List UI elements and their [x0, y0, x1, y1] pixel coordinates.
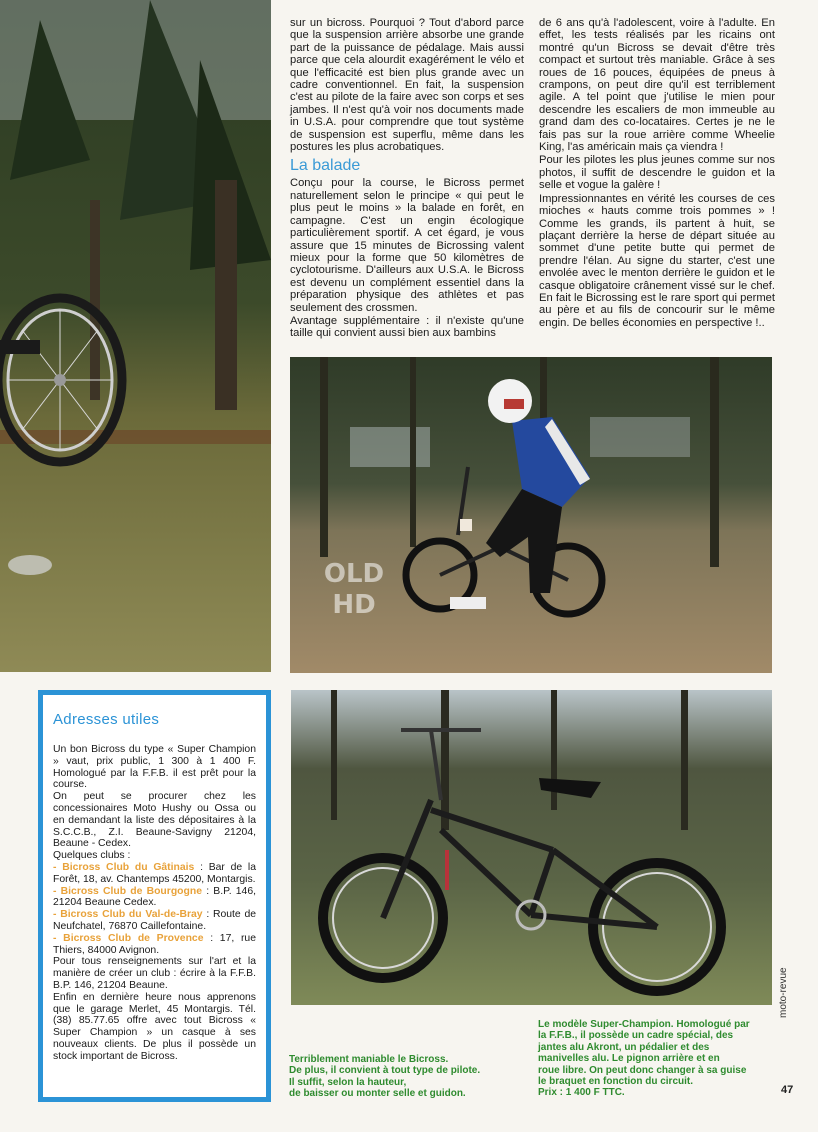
photo-super-champion-bike — [291, 690, 772, 1005]
club-name: - Bicross Club du Gâtinais — [53, 861, 195, 873]
box-paragraph: Un bon Bicross du type « Super Champion » vaut, prix public, 1 300 à 1 400 F. Homologué par la F.F.B. il est prêt pour la course. — [53, 744, 256, 791]
adresses-utiles-box — [38, 690, 271, 1102]
caption-line: Il suffit, selon la hauteur, — [289, 1076, 407, 1088]
box-paragraph: On peut se procurer chez les concessionaires Moto Hushy ou Ossa ou en demandant la liste des dépositaires à la S.C.C.B., Z.I. Beaune-Savigny 21204, Beaune - Cedex. — [53, 791, 256, 850]
article-column-2 — [290, 17, 524, 341]
page-number: 47 — [781, 1084, 794, 1096]
caption-line: jantes alu Akront, un pédalier et des — [538, 1041, 710, 1053]
caption-line: De plus, il convient à tout type de pilote. — [289, 1065, 481, 1077]
club-entry — [53, 909, 256, 933]
caption-line: Terriblement maniable le Bicross. — [289, 1054, 449, 1065]
article-column-3 — [539, 17, 775, 330]
club-address: : Route de Neufchatel, 76870 Caillefontaine. — [53, 909, 256, 932]
paragraph: de 6 ans qu'à l'adolescent, voire à l'adulte. En effet, les tests réalisés par les ricains ont montré qu'un Bicross se devait d'être très compact et surtout très maniable. Grâce à ses roues de 16 pouces, équipées de pneus à crampons, on peut dire qu'il est terriblement agile. A tel point que j'utilise le mien pour descendre les escaliers de mon immeuble au grand dam des co-locataires. Certes je ne le fais pas sur la roue arrière comme Wheelie King, l'as américain mais ça viendra ! — [539, 17, 775, 154]
club-entry — [53, 862, 256, 886]
club-entry — [53, 933, 256, 957]
watermark-line1: OLD — [323, 559, 385, 589]
paragraph: Avantage supplémentaire : il n'existe qu'une taille qui convient aussi bien aux bambins — [290, 314, 524, 340]
club-address: : 17, rue Thiers, 84000 Avignon. — [53, 932, 256, 956]
caption-line: Le modèle Super-Champion. Homologué par — [538, 1019, 750, 1030]
magazine-name: moto-revue — [778, 967, 789, 1018]
club-address: : Bar de la Forêt, 18, av. Chantemps 45200, Montargis. — [53, 861, 256, 885]
club-name: - Bicross Club du Val-de-Bray — [53, 909, 203, 921]
caption-line: de baisser ou monter selle et guidon. — [289, 1088, 466, 1100]
box-paragraph: Pour tous renseignements sur l'art et la manière de créer un club : écrire à la F.F.B. B.P. 146, 21204 Beaune. — [53, 956, 256, 991]
clubs-intro: Quelques clubs : — [53, 850, 131, 862]
caption-price: Prix : 1 400 F TTC. — [538, 1087, 625, 1099]
paragraph: Impressionnantes en vérité les courses de ces mioches « hauts comme trois pommes » ! Comme les grands, ils partent à huit, se plaçant derrière la herse de départ située au sommet d'une petite butte qui permet de prendre l'élan. Au signe du starter, c'est une envolée avec le menton derrière le guidon et le casque obligatoire crânement vissé sur le chef. En fait le Bicrossing est le rare sport qui permet au père et au fils de concourir sur le même engin. De belles économies en perspective !.. — [539, 192, 775, 329]
caption-line: le braquet en fonction du circuit. — [538, 1076, 694, 1088]
caption-line: manivelles alu. Le pignon arrière et en — [538, 1053, 720, 1065]
watermark-line2: HD — [332, 590, 376, 620]
club-entry — [53, 886, 256, 910]
paragraph: sur un bicross. Pourquoi ? Tout d'abord parce que la suspension arrière absorbe une grande part de la puissance de pédalage. Mais aussi parce que cela alourdit exagérément le vélo et que l'efficacité est bien plus grande avec un cadre conventionnel. En fait, la suspension c'est au pilote de la faire avec son corps et ses jambes. Il n'est qu'à voir nos documents made in U.S.A. pour comprendre que tout système de suspension est superflu, même dans les postures les plus acrobatiques. — [290, 17, 524, 154]
caption-bike — [538, 1019, 774, 1099]
club-name: - Bicross Club de Provence — [53, 932, 204, 944]
section-heading-la-balade: La balade — [290, 157, 361, 175]
club-address: : B.P. 146, 21204 Beaune Cedex. — [53, 885, 256, 909]
club-name: - Bicross Club de Bourgogne — [53, 885, 202, 897]
watermark — [314, 558, 394, 634]
caption-line: la F.F.B., il possède un cadre spécial, des — [538, 1030, 734, 1042]
box-body — [53, 744, 256, 1063]
caption-rider — [289, 1054, 534, 1100]
photo-bicross-jump — [0, 0, 271, 672]
box-title: Adresses utiles — [53, 711, 160, 728]
box-paragraph: Enfin en dernière heure nous apprenons que le garage Merlet, 45 Montargis. Tél. (38) 85.77.65 offre avec tout Bicross « Super Champion » un casque à ses nouveaux clients. De plus il possède un stock important de Bicross. — [53, 991, 256, 1062]
paragraph: Conçu pour la course, le Bicross permet naturellement selon le principe « qui peut le plus peut le moins » la balade en forêt, en campagne. C'est un engin écologique particulièrement sportif. A cet égard, je vous assure que 15 minutes de Bicrossing valent mieux pour la forme que 50 kilomètres de cyclotourisme. D'ailleurs aux U.S.A. le Bicross est devenu un complément essentiel dans la préparation physique des athlètes et pas seulement des crossmen. — [290, 177, 524, 314]
paragraph: Pour les pilotes les plus jeunes comme sur nos photos, il suffit de descendre le guidon et la selle et vogue la galère ! — [539, 154, 775, 192]
caption-line: roue libre. On peut donc changer à sa guise — [538, 1064, 747, 1076]
